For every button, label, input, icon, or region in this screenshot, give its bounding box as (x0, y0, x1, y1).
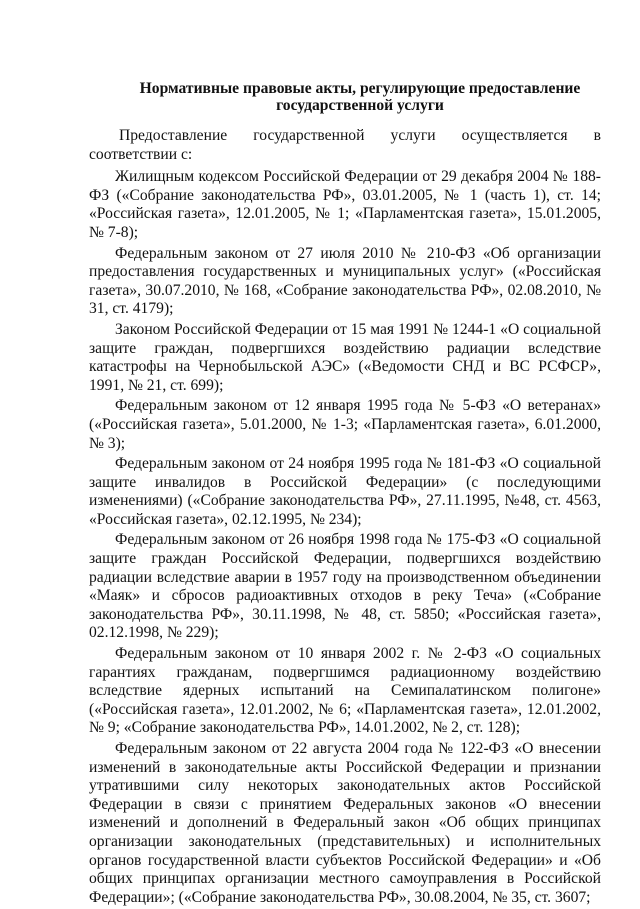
document-title (120, 80, 600, 114)
paragraph-law-122fz: Федеральным законом от 22 августа 2004 года № 122-ФЗ «О внесении изменений в законодательные акты Российской Федерации и признании утратившими силу некоторых законодательных актов Российской Федерации в связи с принятием Федеральных законов «О внесении изменений и дополнений в Федеральный закон «Об общих принципах организации законодательных (представительных) и исполнительных органов государственной власти субъектов Российской Федерации» и «Об общих принципах организации местного самоуправления в Российской Федерации»; («Собрание законодательства РФ», 30.08.2004, № 35, ст. 3607; (89, 740, 601, 906)
paragraph-law-1244-1: Законом Российской Федерации от 15 мая 1991 № 1244-1 «О социальной защите граждан, подвергшихся воздействию радиации вследствие катастрофы на Чернобыльской АЭС» («Ведомости СНД и ВС РСФСР», 1991, № 21, ст. 699); (89, 320, 601, 394)
paragraph-law-5fz: Федеральным законом от 12 января 1995 года № 5-ФЗ «О ветеранах» («Российская газета», 5.01.2000, № 1-3; «Парламентская газета», 6.01.2000, № 3); (89, 397, 601, 452)
paragraph-law-210fz: Федеральным законом от 27 июля 2010 № 210-ФЗ «Об организации предоставления государственных и муниципальных услуг» («Российская газета», 30.07.2010, № 168, «Собрание законодательства РФ», 02.08.2010, № 31, ст. 4179); (89, 244, 601, 318)
title-line-2: государственной услуги (276, 97, 444, 114)
paragraph-law-175fz: Федеральным законом от 26 ноября 1998 года № 175-ФЗ «О социальной защите граждан Российской Федерации, подвергшихся воздействию радиации вследствие аварии в 1957 году на производственном объединении «Маяк» и сбросов радиоактивных отходов в реку Теча» («Собрание законодательства РФ», 30.11.1998, № 48, ст. 5850; «Российская газета», 02.12.1998, № 229); (89, 531, 601, 642)
paragraph-law-181fz: Федеральным законом от 24 ноября 1995 года № 181-ФЗ «О социальной защите инвалидов в Российской Федерации» (с последующими изменениями) («Собрание законодательства РФ», 27.11.1995, №48, ст. 4563, «Российская газета», 02.12.1995, № 234); (89, 455, 601, 528)
title-line-1: Нормативные правовые акты, регулирующие предоставление (139, 80, 581, 97)
document-body (89, 127, 601, 909)
paragraph-law-2fz: Федеральным законом от 10 января 2002 г. № 2-ФЗ «О социальных гарантиях гражданам, подвергшимся радиационному воздействию вследствие ядерных испытаний на Семипалатинском полигоне» («Российская газета», 12.01.2002, № 6; «Парламентская газета», 12.01.2002, № 9; «Собрание законодательства РФ», 14.01.2002, № 2, ст. 128); (89, 645, 601, 737)
paragraph-intro: Предоставление государственной услуги осуществляется в соответствии с: (89, 127, 601, 163)
paragraph-housing-code: Жилищным кодексом Российской Федерации от 29 декабря 2004 № 188-ФЗ («Собрание законодательства РФ», 03.01.2005, № 1 (часть 1), ст. 14; «Российская газета», 12.01.2005, № 1; «Парламентская газета», 15.01.2005, № 7-8); (89, 168, 601, 241)
